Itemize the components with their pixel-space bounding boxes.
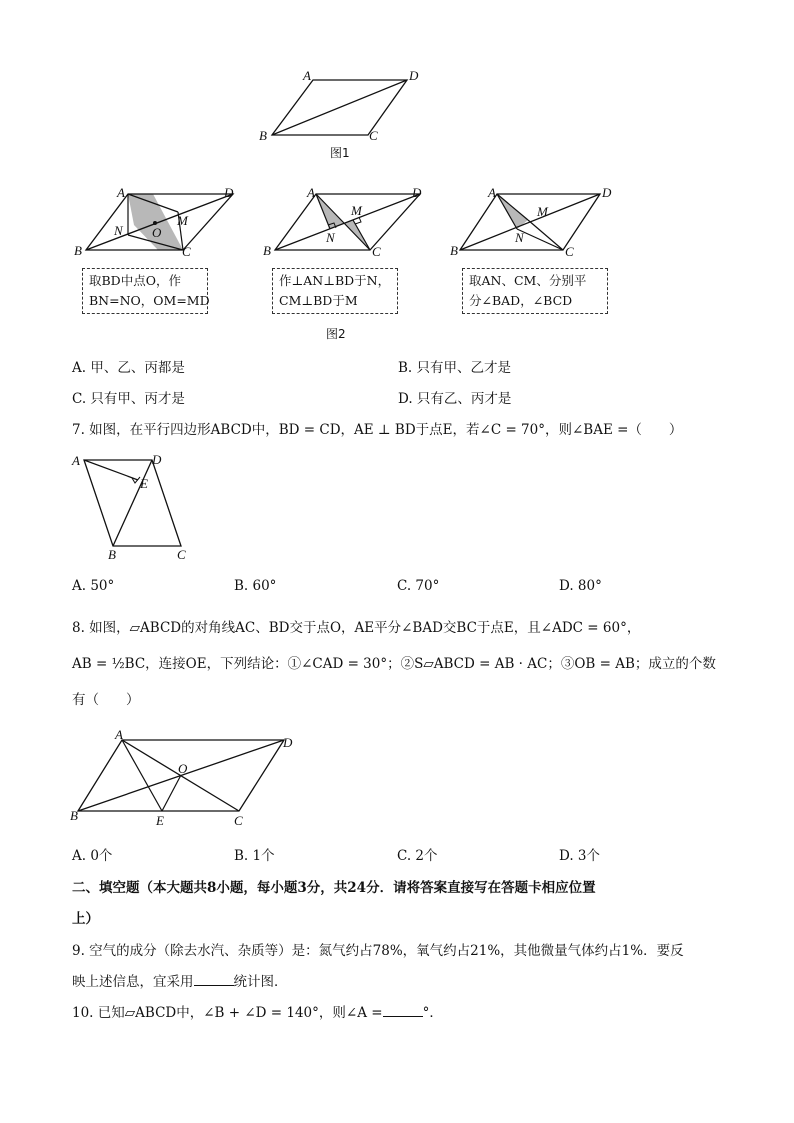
jia-text-line2: BN=NO，OM=MD: [89, 293, 210, 308]
q8-label-c: C: [234, 813, 243, 828]
q8-option-b: B. 1个: [234, 848, 275, 864]
bing-label-d: D: [602, 185, 612, 200]
fig1-label-d: D: [409, 68, 419, 83]
q6-option-a: A. 甲、乙、丙都是: [72, 360, 185, 376]
q8-option-d: D. 3个: [559, 848, 601, 864]
bing-label-b: B: [450, 243, 458, 258]
figure-2-bing: [450, 185, 620, 265]
fig1-caption: 图1: [330, 146, 350, 160]
bing-description-box: [462, 268, 608, 314]
bing-text-line1: 取AN、CM、分别平: [469, 273, 587, 288]
bing-label-a: A: [488, 185, 496, 200]
q8-label-e: E: [156, 813, 164, 828]
jia-label-d: D: [224, 185, 234, 200]
jia-description-box: [82, 268, 208, 314]
q8-option-c: C. 2个: [397, 848, 438, 864]
bing-label-c: C: [565, 244, 574, 259]
jia-label-c: C: [182, 244, 191, 259]
q10-text-b: °．: [422, 1005, 443, 1021]
q10-text-a: 10. 已知▱ABCD中，∠B + ∠D = 140°，则∠A =: [72, 1005, 383, 1021]
q7-label-d: D: [152, 452, 162, 467]
q7-option-a: A. 50°: [72, 578, 115, 594]
q9-line1: 9. 空气的成分（除去水汽、杂质等）是：氮气约占78%，氧气约占21%，其他微量气体约占1%．要反: [72, 943, 684, 959]
q7-stem: 7. 如图，在平行四边形ABCD中，BD = CD，AE ⊥ BD于点E，若∠C = 70°，则∠BAE =（ ）: [72, 422, 683, 438]
figure-2-caption-wrap: [320, 322, 360, 342]
yi-label-a: A: [307, 185, 315, 200]
figure-2-jia: [70, 185, 240, 265]
q6-option-d: D. 只有乙、丙才是: [398, 391, 512, 407]
q9-answer-blank[interactable]: [194, 973, 234, 986]
q7-option-c: C. 70°: [397, 578, 440, 594]
q7-option-b: B. 60°: [234, 578, 277, 594]
q7-figure: [70, 450, 200, 565]
yi-text-line1: 作⊥AN⊥BD于N，: [279, 273, 391, 288]
q8-stem-line3: 有（ ）: [72, 692, 140, 708]
q7-label-c: C: [177, 547, 186, 562]
fig1-label-c: C: [369, 128, 378, 143]
q8-label-d: D: [283, 735, 293, 750]
fig2-caption: 图2: [326, 327, 346, 341]
bing-label-m: M: [537, 204, 548, 219]
q6-option-b: B. 只有甲、乙才是: [398, 360, 512, 376]
q7-label-b: B: [108, 547, 116, 562]
q8-stem-line2: AB = ½BC，连接OE，下列结论：①∠CAD = 30°；②S▱ABCD = AB · AC；③OB = AB；成立的个数: [72, 656, 716, 672]
yi-description-box: [272, 268, 398, 314]
jia-label-a: A: [117, 185, 125, 200]
q7-label-a: A: [72, 453, 80, 468]
yi-text-line2: CM⊥BD于M: [279, 293, 358, 308]
section-2-heading-line1: 二、填空题（本大题共8小题，每小题3分，共24分．请将答案直接写在答题卡相应位置: [72, 880, 596, 896]
q8-label-b: B: [70, 808, 78, 823]
yi-label-b: B: [263, 243, 271, 258]
figure-2-yi: [260, 185, 430, 265]
q9-line2-text-b: 统计图．: [233, 974, 288, 990]
yi-label-m: M: [351, 203, 362, 218]
q8-label-a: A: [115, 727, 123, 742]
jia-label-b: B: [74, 243, 82, 258]
q10-answer-blank[interactable]: [383, 1004, 423, 1017]
q8-figure: [68, 728, 308, 828]
q9-line2-text-a: 映上述信息，宜采用: [72, 974, 194, 990]
q7-option-d: D. 80°: [559, 578, 602, 594]
section-2-heading-line2: 上）: [72, 911, 99, 927]
jia-text-line1: 取BD中点O，作: [89, 273, 181, 288]
fig1-label-a: A: [303, 68, 311, 83]
q10-line: [72, 1004, 443, 1022]
bing-label-n: N: [515, 230, 524, 245]
yi-label-d: D: [412, 185, 422, 200]
yi-label-n: N: [326, 230, 335, 245]
q9-line2: [72, 973, 288, 991]
yi-label-c: C: [372, 244, 381, 259]
jia-label-o: O: [152, 225, 162, 240]
q8-stem-line1: 8. 如图，▱ABCD的对角线AC、BD交于点O，AE平分∠BAD交BC于点E，且∠ADC = 60°，: [72, 620, 641, 636]
bing-text-line2: 分∠BAD，∠BCD: [469, 293, 573, 308]
fig1-label-b: B: [259, 128, 267, 143]
q7-label-e: E: [140, 476, 148, 491]
q8-label-o: O: [178, 761, 188, 776]
q8-option-a: A. 0个: [72, 848, 113, 864]
q6-option-c: C. 只有甲、丙才是: [72, 391, 185, 407]
figure-1: [250, 68, 430, 168]
jia-label-n: N: [114, 223, 123, 238]
jia-label-m: M: [177, 213, 188, 228]
